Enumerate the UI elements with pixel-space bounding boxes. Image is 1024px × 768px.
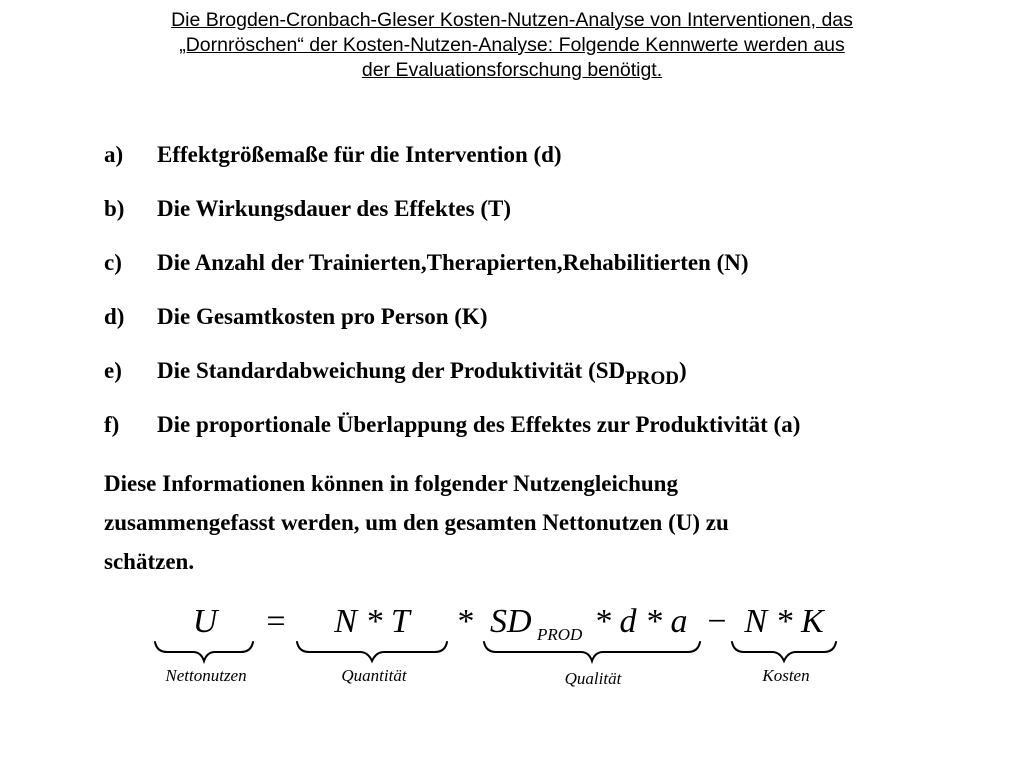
slide-title xyxy=(40,8,984,83)
list-text-after: ) xyxy=(678,358,687,383)
title-line-3: der Evaluationsforschung benötigt. xyxy=(361,59,663,81)
list-letter: d) xyxy=(104,304,125,329)
list-item-e xyxy=(104,354,984,408)
requirements-list xyxy=(104,138,984,462)
paragraph-line-2: zusammengefasst werden, um den gesamten Nettonutzen (U) zu xyxy=(104,510,729,535)
formula-cost: N * K xyxy=(744,603,824,640)
formula-quantity: N * T xyxy=(334,603,410,640)
list-text: Die Gesamtkosten pro Person (K) xyxy=(157,304,488,329)
label-quantitaet: Quantität xyxy=(341,666,407,685)
underbrace-quality xyxy=(484,642,700,661)
list-item-a xyxy=(104,138,984,192)
formula-sd-subscript: PROD xyxy=(537,625,583,644)
formula-sd: SD xyxy=(490,603,532,640)
list-text: Die Anzahl der Trainierten,Therapierten,Rehabilitierten (N) xyxy=(157,250,749,275)
title-line-1: Die Brogden-Cronbach-Gleser Kosten-Nutzen-Analyse von Interventionen, das xyxy=(171,9,853,31)
title-line-2: „Dornröschen“ der Kosten-Nutzen-Analyse: Folgende Kennwerte werden aus xyxy=(179,34,845,56)
paragraph-line-3: schätzen. xyxy=(104,549,195,574)
list-letter: a) xyxy=(104,142,124,167)
list-item-c xyxy=(104,246,984,300)
summary-paragraph xyxy=(104,464,964,581)
list-letter: c) xyxy=(104,250,122,275)
label-kosten: Kosten xyxy=(762,666,810,685)
list-letter: b) xyxy=(104,196,125,221)
paragraph-line-1: Diese Informationen können in folgender Nutzengleichung xyxy=(104,471,678,496)
list-subscript: PROD xyxy=(625,368,679,389)
formula-quality-rest: * d * a xyxy=(594,603,688,640)
list-item-f xyxy=(104,408,984,462)
list-item-b xyxy=(104,192,984,246)
list-text: Effektgrößemaße für die Intervention (d) xyxy=(157,142,562,167)
formula-minus: − xyxy=(707,603,727,640)
list-text: Die Wirkungsdauer des Effektes (T) xyxy=(157,196,511,221)
underbrace-net xyxy=(155,642,253,661)
underbrace-quantity xyxy=(297,642,447,661)
formula-u: U xyxy=(192,603,218,640)
formula-equals: = xyxy=(266,603,286,640)
label-qualitaet: Qualität xyxy=(564,669,622,688)
list-letter: f) xyxy=(104,412,120,437)
list-text-before: Die Standardabweichung der Produktivität (SD xyxy=(157,358,626,383)
list-text: Die proportionale Überlappung des Effektes zur Produktivität (a) xyxy=(157,412,801,437)
list-letter: e) xyxy=(104,358,122,383)
label-nettonutzen: Nettonutzen xyxy=(165,666,247,685)
list-item-d xyxy=(104,300,984,354)
underbrace-cost xyxy=(732,642,836,661)
formula-times: * xyxy=(457,603,475,640)
utility-equation xyxy=(0,590,1024,700)
